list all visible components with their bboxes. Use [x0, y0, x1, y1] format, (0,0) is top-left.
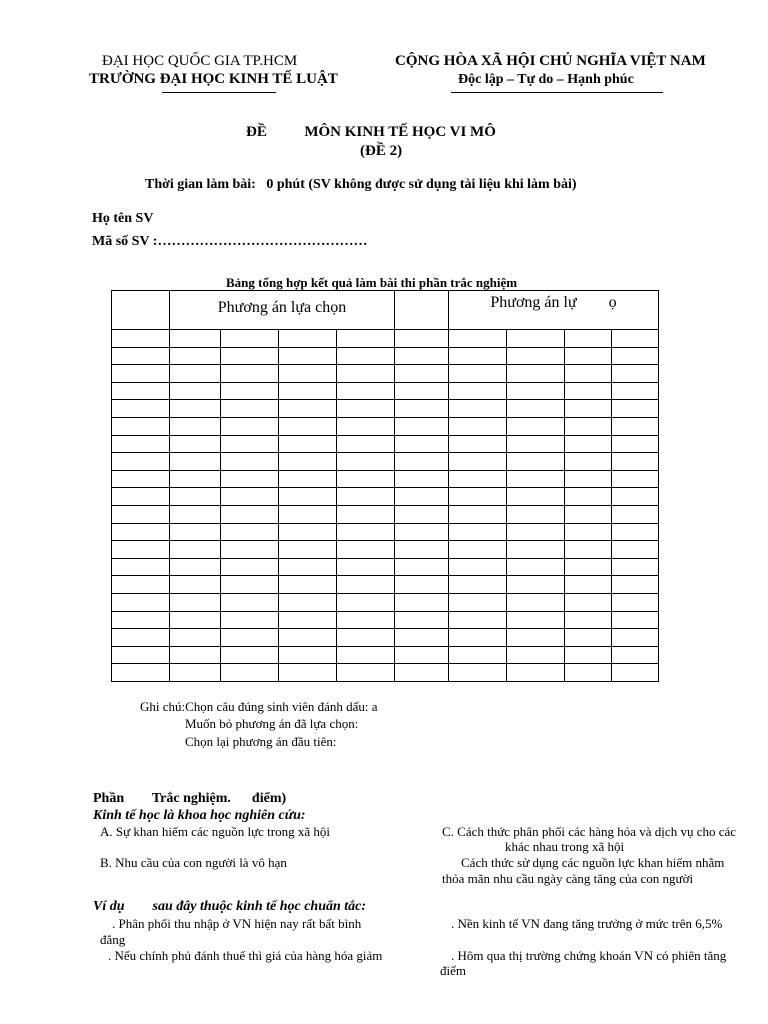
answer-cell — [395, 453, 449, 471]
answer-cell — [337, 541, 395, 559]
answer-cell — [337, 646, 395, 664]
answer-cell — [507, 505, 565, 523]
answer-cell — [612, 523, 659, 541]
table-row — [112, 400, 659, 418]
answer-cell — [221, 593, 279, 611]
answer-cell — [449, 576, 507, 594]
answer-cell — [612, 646, 659, 664]
answer-cell — [449, 505, 507, 523]
q1-option-b: B. Nhu cầu của con người là vô hạn — [100, 855, 287, 870]
answer-cell — [112, 435, 170, 453]
q1-stem: Kinh tế học là khoa học nghiên cứu: — [93, 808, 306, 823]
answer-cell — [612, 629, 659, 647]
answer-cell — [612, 365, 659, 383]
answer-cell — [565, 629, 612, 647]
answer-cell — [449, 611, 507, 629]
answer-cell — [337, 400, 395, 418]
answer-cell — [612, 576, 659, 594]
answer-cell — [112, 470, 170, 488]
answer-cell — [170, 365, 221, 383]
answer-cell — [449, 593, 507, 611]
answer-cell — [449, 470, 507, 488]
answer-cell — [395, 347, 449, 365]
answer-cell — [112, 488, 170, 506]
answer-cell — [449, 541, 507, 559]
answer-cell — [170, 488, 221, 506]
answer-cell — [565, 470, 612, 488]
table-row — [112, 453, 659, 471]
answer-cell — [279, 593, 337, 611]
table-row — [112, 488, 659, 506]
answer-cell — [279, 541, 337, 559]
answer-cell — [337, 505, 395, 523]
answer-cell — [395, 382, 449, 400]
answer-cell — [507, 611, 565, 629]
table-row — [112, 470, 659, 488]
university-name: ĐẠI HỌC QUỐC GIA TP.HCM — [102, 53, 298, 69]
answer-cell — [507, 330, 565, 348]
answer-cell — [395, 541, 449, 559]
answer-cell — [170, 453, 221, 471]
answer-cell — [507, 453, 565, 471]
answer-cell — [395, 646, 449, 664]
answer-cell — [170, 541, 221, 559]
answer-cell — [449, 347, 507, 365]
answer-cell — [449, 488, 507, 506]
answer-table-caption: Bảng tổng hợp kết quả làm bài thi phần trắc nghiệm — [226, 275, 518, 290]
answer-cell — [170, 347, 221, 365]
answer-cell — [395, 664, 449, 682]
table-row — [112, 382, 659, 400]
answer-cell — [507, 417, 565, 435]
table-row — [112, 558, 659, 576]
table-row — [112, 365, 659, 383]
answer-cell — [170, 611, 221, 629]
answer-cell — [565, 417, 612, 435]
header-options-right — [449, 291, 659, 330]
answer-cell — [279, 347, 337, 365]
answer-cell — [565, 558, 612, 576]
answer-cell — [337, 470, 395, 488]
exam-code: (ĐỀ 2) — [360, 143, 403, 159]
table-row — [112, 611, 659, 629]
answer-table — [111, 290, 659, 682]
answer-cell — [221, 470, 279, 488]
left-header-rule — [162, 92, 276, 93]
republic-name: CỘNG HÒA XÃ HỘI CHỦ NGHĨA VIỆT NAM — [395, 53, 706, 69]
answer-cell — [279, 470, 337, 488]
answer-cell — [221, 453, 279, 471]
answer-cell — [612, 611, 659, 629]
answer-cell — [449, 646, 507, 664]
q2-option-c: . Nền kinh tế VN đang tăng trưởng ở mức trên 6,5% — [451, 916, 723, 931]
answer-cell — [507, 470, 565, 488]
answer-cell — [395, 593, 449, 611]
answer-cell — [221, 488, 279, 506]
answer-cell — [395, 400, 449, 418]
q2-option-b: . Nếu chính phủ đánh thuế thì giá của hàng hóa giảm — [108, 948, 383, 963]
answer-cell — [612, 593, 659, 611]
answer-cell — [507, 435, 565, 453]
answer-cell — [612, 382, 659, 400]
answer-cell — [112, 400, 170, 418]
student-id-text: Mã số SV :……………………………………… — [92, 234, 368, 249]
answer-cell — [221, 382, 279, 400]
answer-cell — [337, 453, 395, 471]
answer-cell — [565, 611, 612, 629]
q1-option-a: A. Sự khan hiếm các nguồn lực trong xã hội — [100, 824, 330, 839]
answer-cell — [279, 365, 337, 383]
note-line-1: Ghi chú:Chọn câu đúng sinh viên đánh dấu: a — [140, 699, 378, 714]
q1-option-c-line1: C. Cách thức phân phối các hàng hóa và dịch vụ cho các — [442, 824, 737, 839]
answer-cell — [170, 664, 221, 682]
answer-cell — [112, 365, 170, 383]
table-row — [112, 523, 659, 541]
table-row — [112, 664, 659, 682]
answer-cell — [565, 541, 612, 559]
answer-cell — [395, 470, 449, 488]
answer-cell — [612, 664, 659, 682]
q2-option-d-line2: điểm — [440, 963, 466, 978]
answer-cell — [395, 505, 449, 523]
answer-cell — [170, 558, 221, 576]
table-row — [112, 541, 659, 559]
answer-cell — [449, 330, 507, 348]
answer-cell — [449, 558, 507, 576]
answer-cell — [565, 505, 612, 523]
answer-cell — [565, 330, 612, 348]
answer-cell — [612, 488, 659, 506]
answer-cell — [170, 629, 221, 647]
answer-cell — [112, 558, 170, 576]
answer-cell — [112, 347, 170, 365]
answer-cell — [221, 541, 279, 559]
answer-cell — [112, 541, 170, 559]
q1-option-d-line1: Cách thức sử dụng các nguồn lực khan hiếm nhằm — [461, 855, 725, 870]
answer-cell — [112, 330, 170, 348]
answer-cell — [449, 664, 507, 682]
answer-cell — [170, 646, 221, 664]
note-line-3: Chọn lại phương án đầu tiên: — [185, 734, 337, 749]
answer-cell — [395, 576, 449, 594]
answer-cell — [612, 470, 659, 488]
answer-cell — [565, 400, 612, 418]
answer-cell — [337, 330, 395, 348]
answer-cell — [395, 629, 449, 647]
answer-cell — [507, 576, 565, 594]
answer-cell — [337, 365, 395, 383]
answer-cell — [337, 417, 395, 435]
right-header-rule — [451, 92, 663, 93]
answer-cell — [395, 417, 449, 435]
answer-cell — [507, 400, 565, 418]
answer-cell — [449, 417, 507, 435]
answer-cell — [612, 453, 659, 471]
answer-cell — [507, 382, 565, 400]
answer-table-header-row — [112, 291, 659, 330]
answer-cell — [395, 558, 449, 576]
table-row — [112, 576, 659, 594]
answer-cell — [507, 523, 565, 541]
q2-option-a-line2: đẳng — [100, 932, 126, 947]
school-name: TRƯỜNG ĐẠI HỌC KINH TẾ LUẬT — [89, 71, 338, 87]
exam-time: Thời gian làm bài: 0 phút (SV không được sử dụng tài liệu khi làm bài) — [145, 177, 577, 192]
q1-option-d-line2: thỏa mãn nhu cầu ngày càng tăng của con người — [442, 871, 694, 886]
answer-cell — [449, 453, 507, 471]
answer-cell — [565, 488, 612, 506]
answer-cell — [112, 593, 170, 611]
answer-cell — [279, 330, 337, 348]
answer-cell — [170, 417, 221, 435]
answer-cell — [507, 365, 565, 383]
student-name-label: Họ tên SV — [92, 211, 154, 226]
answer-cell — [395, 365, 449, 383]
q1-option-c-line2: khác nhau trong xã hội — [505, 839, 625, 854]
answer-cell — [279, 417, 337, 435]
answer-cell — [395, 488, 449, 506]
answer-cell — [507, 558, 565, 576]
answer-cell — [337, 488, 395, 506]
answer-cell — [612, 505, 659, 523]
answer-cell — [337, 664, 395, 682]
answer-cell — [279, 435, 337, 453]
answer-cell — [337, 629, 395, 647]
answer-cell — [565, 365, 612, 383]
q2-option-a-line1: . Phân phối thu nhập ở VN hiện nay rất bất bình — [112, 916, 362, 931]
answer-cell — [221, 664, 279, 682]
answer-cell — [221, 646, 279, 664]
national-motto: Độc lập – Tự do – Hạnh phúc — [458, 72, 634, 87]
answer-cell — [395, 523, 449, 541]
answer-cell — [449, 382, 507, 400]
answer-cell — [170, 470, 221, 488]
answer-cell — [112, 382, 170, 400]
answer-cell — [221, 347, 279, 365]
answer-cell — [279, 664, 337, 682]
answer-cell — [612, 558, 659, 576]
answer-cell — [221, 365, 279, 383]
answer-cell — [170, 576, 221, 594]
header-options-left — [170, 291, 395, 330]
header-cell — [112, 291, 170, 330]
answer-cell — [449, 435, 507, 453]
header-options-left-text: Phương án lựa chọn — [217, 299, 347, 316]
answer-cell — [279, 523, 337, 541]
answer-cell — [279, 488, 337, 506]
answer-cell — [612, 435, 659, 453]
answer-cell — [170, 593, 221, 611]
answer-cell — [279, 505, 337, 523]
answer-cell — [221, 629, 279, 647]
student-id-label — [92, 234, 367, 250]
answer-cell — [170, 382, 221, 400]
answer-cell — [565, 523, 612, 541]
answer-table-body — [112, 330, 659, 682]
answer-cell — [507, 646, 565, 664]
answer-cell — [565, 453, 612, 471]
answer-cell — [112, 576, 170, 594]
answer-cell — [170, 523, 221, 541]
answer-cell — [279, 558, 337, 576]
answer-cell — [221, 576, 279, 594]
answer-cell — [112, 417, 170, 435]
answer-cell — [507, 629, 565, 647]
part-title: Phần Trắc nghiệm. điểm) — [93, 791, 287, 806]
q2-option-d-line1: . Hôm qua thị trường chứng khoán VN có phiên tăng — [451, 948, 727, 963]
answer-cell — [449, 400, 507, 418]
answer-cell — [337, 576, 395, 594]
answer-cell — [112, 505, 170, 523]
answer-cell — [507, 541, 565, 559]
answer-cell — [221, 611, 279, 629]
answer-cell — [112, 629, 170, 647]
answer-cell — [279, 611, 337, 629]
answer-cell — [337, 593, 395, 611]
answer-cell — [449, 365, 507, 383]
answer-cell — [612, 330, 659, 348]
answer-cell — [279, 382, 337, 400]
answer-cell — [279, 576, 337, 594]
answer-cell — [112, 646, 170, 664]
answer-cell — [221, 523, 279, 541]
answer-cell — [612, 347, 659, 365]
answer-cell — [112, 523, 170, 541]
header-cell — [395, 291, 449, 330]
table-row — [112, 646, 659, 664]
answer-cell — [221, 558, 279, 576]
answer-cell — [221, 435, 279, 453]
answer-cell — [112, 664, 170, 682]
answer-cell — [221, 505, 279, 523]
answer-cell — [221, 400, 279, 418]
answer-cell — [507, 664, 565, 682]
answer-cell — [221, 330, 279, 348]
answer-cell — [170, 330, 221, 348]
answer-cell — [337, 523, 395, 541]
answer-cell — [279, 646, 337, 664]
note-line-2: Muốn bỏ phương án đã lựa chọn: — [185, 716, 359, 731]
answer-cell — [612, 400, 659, 418]
answer-cell — [507, 488, 565, 506]
answer-cell — [565, 435, 612, 453]
answer-cell — [112, 611, 170, 629]
answer-cell — [279, 400, 337, 418]
table-row — [112, 435, 659, 453]
answer-cell — [507, 347, 565, 365]
answer-cell — [112, 453, 170, 471]
table-row — [112, 629, 659, 647]
answer-cell — [170, 400, 221, 418]
answer-cell — [565, 593, 612, 611]
answer-cell — [170, 435, 221, 453]
answer-cell — [449, 523, 507, 541]
header-options-right-text: Phương án lự ọ — [490, 294, 617, 311]
table-row — [112, 593, 659, 611]
answer-cell — [395, 435, 449, 453]
answer-cell — [565, 576, 612, 594]
answer-cell — [449, 629, 507, 647]
answer-cell — [337, 347, 395, 365]
answer-cell — [565, 382, 612, 400]
answer-cell — [170, 505, 221, 523]
q2-stem: Ví dụ sau đây thuộc kinh tế học chuẩn tắc: — [93, 899, 367, 914]
exam-title: ĐỀ MÔN KINH TẾ HỌC VI MÔ — [246, 124, 496, 140]
answer-cell — [337, 382, 395, 400]
answer-cell — [337, 558, 395, 576]
answer-cell — [612, 541, 659, 559]
answer-cell — [507, 593, 565, 611]
answer-cell — [279, 453, 337, 471]
answer-cell — [395, 611, 449, 629]
answer-cell — [565, 347, 612, 365]
table-row — [112, 330, 659, 348]
answer-cell — [565, 664, 612, 682]
answer-cell — [337, 435, 395, 453]
table-row — [112, 505, 659, 523]
answer-cell — [612, 417, 659, 435]
table-row — [112, 347, 659, 365]
answer-cell — [279, 629, 337, 647]
table-row — [112, 417, 659, 435]
answer-cell — [395, 330, 449, 348]
answer-cell — [221, 417, 279, 435]
answer-cell — [565, 646, 612, 664]
answer-cell — [337, 611, 395, 629]
